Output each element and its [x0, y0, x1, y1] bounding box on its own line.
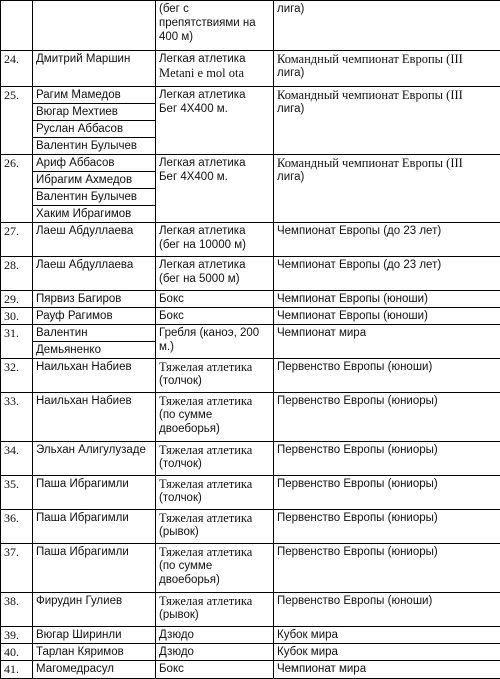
- sport-discipline-line: Бег 4Х400 м.: [159, 170, 270, 184]
- competition-name: [274, 359, 500, 393]
- athlete-name: Руслан Аббасов: [33, 121, 156, 138]
- table-row: [1, 544, 500, 593]
- athlete-name: Лаеш Абдуллаева: [33, 223, 156, 257]
- competition-name-line: Кубок мира: [277, 628, 497, 642]
- sport-discipline-line: Легкая атлетика: [159, 88, 270, 102]
- competition-name: [274, 291, 500, 308]
- competition-name-line: Чемпионат Европы (юноши): [277, 309, 497, 323]
- athlete-name: Магомедрасул: [33, 661, 156, 679]
- sport-discipline-line: (по сумме: [159, 559, 270, 573]
- sport-discipline-line: Тяжелая атлетика: [159, 511, 270, 525]
- competition-name: [274, 544, 500, 593]
- sport-discipline-line: (бег на 5000 м): [159, 272, 270, 286]
- competition-name-line: Первенство Европы (юниоры): [277, 443, 497, 457]
- competition-name-line: Первенство Европы (юноши): [277, 594, 497, 608]
- sport-discipline-line: Тяжелая атлетика: [159, 477, 270, 491]
- row-number: 37.: [1, 544, 33, 593]
- sport-discipline-line: двоеборья): [159, 573, 270, 587]
- table-row: [1, 155, 500, 172]
- athlete-name: Эльхан Алигулузаде: [33, 442, 156, 476]
- competition-name-line: Первенство Европы (юниоры): [277, 477, 497, 491]
- table-row: [1, 51, 500, 87]
- sport-discipline: [156, 87, 274, 155]
- sport-discipline-line: Дзюдо: [159, 628, 270, 642]
- sport-discipline: [156, 544, 274, 593]
- sport-discipline-line: Легкая атлетика: [159, 224, 270, 238]
- competition-name-line: лига): [277, 170, 497, 184]
- competition-name: [274, 325, 500, 359]
- athlete-name: Рагим Мамедов: [33, 87, 156, 104]
- sport-discipline-line: Тяжелая атлетика: [159, 360, 270, 374]
- athlete-name: Фирудин Гулиев: [33, 593, 156, 627]
- sport-discipline: [156, 644, 274, 661]
- sport-discipline-line: Бег 4Х400 м.: [159, 102, 270, 116]
- competition-name-line: Первенство Европы (юниоры): [277, 511, 497, 525]
- row-number: 39.: [1, 627, 33, 644]
- sport-discipline-line: Легкая атлетика: [159, 258, 270, 272]
- row-number: 38.: [1, 593, 33, 627]
- row-number: 29.: [1, 291, 33, 308]
- athlete-name: Лаеш Абдуллаева: [33, 257, 156, 291]
- row-number: 27.: [1, 223, 33, 257]
- row-number: 25.: [1, 87, 33, 155]
- sport-discipline: [156, 593, 274, 627]
- sport-discipline-line: (по сумме: [159, 408, 270, 422]
- competition-name-line: Чемпионат Европы (до 23 лет): [277, 224, 497, 238]
- competition-name: [274, 51, 500, 87]
- table-row: [1, 257, 500, 291]
- sport-discipline: [156, 325, 274, 359]
- competition-name-line: Командный чемпионат Европы (III: [277, 156, 497, 170]
- row-number: 34.: [1, 442, 33, 476]
- table-row: [1, 291, 500, 308]
- results-table-body: [1, 1, 500, 679]
- sport-discipline-line: Бокс: [159, 662, 270, 676]
- sport-discipline-line: (рывок): [159, 608, 270, 622]
- competition-name: [274, 393, 500, 442]
- table-row: [1, 393, 500, 442]
- competition-name: [274, 644, 500, 661]
- competition-name: [274, 308, 500, 325]
- table-row: [1, 661, 500, 679]
- athlete-name: Пярвиз Багиров: [33, 291, 156, 308]
- sport-discipline: [156, 476, 274, 510]
- sport-discipline-line: (бег с: [159, 2, 270, 16]
- table-row: [1, 308, 500, 325]
- athlete-name: Валентин Булычев: [33, 189, 156, 206]
- sport-discipline: [156, 510, 274, 544]
- row-number: 32.: [1, 359, 33, 393]
- sport-discipline-line: (толчок): [159, 457, 270, 471]
- athlete-name: Паша Ибрагимли: [33, 510, 156, 544]
- sport-discipline: [156, 257, 274, 291]
- athlete-name: [33, 1, 156, 51]
- sport-discipline: [156, 155, 274, 223]
- table-row: [1, 644, 500, 661]
- competition-name: [274, 510, 500, 544]
- row-number: 26.: [1, 155, 33, 223]
- competition-name: [274, 257, 500, 291]
- competition-name-line: Первенство Европы (юниоры): [277, 545, 497, 559]
- athlete-name: Тарлан Кяримов: [33, 644, 156, 661]
- athlete-name: Вюгар Ширинли: [33, 627, 156, 644]
- athlete-name: Дмитрий Маршин: [33, 51, 156, 87]
- sport-discipline-line: Легкая атлетика: [159, 156, 270, 170]
- competition-name-line: Чемпионат мира: [277, 662, 497, 676]
- sport-discipline-line: Дзюдо: [159, 645, 270, 659]
- competition-name: [274, 87, 500, 155]
- sport-discipline-line: Тяжелая атлетика: [159, 545, 270, 559]
- competition-name-line: Первенство Европы (юноши): [277, 360, 497, 374]
- competition-name-line: Командный чемпионат Европы (III: [277, 88, 497, 102]
- sport-discipline-line: (рывок): [159, 525, 270, 539]
- competition-name-line: Чемпионат Европы (до 23 лет): [277, 258, 497, 272]
- sport-discipline: [156, 661, 274, 679]
- competition-name-line: Кубок мира: [277, 645, 497, 659]
- table-row: [1, 627, 500, 644]
- athlete-name: Хаким Ибрагимов: [33, 206, 156, 223]
- competition-name: [274, 593, 500, 627]
- table-row: [1, 442, 500, 476]
- sport-discipline-line: Гребля (каноэ, 200: [159, 326, 270, 340]
- sport-discipline: [156, 223, 274, 257]
- sport-discipline-line: (бег на 10000 м): [159, 238, 270, 252]
- competition-name: [274, 1, 500, 51]
- row-number: 30.: [1, 308, 33, 325]
- competition-name-line: лига): [277, 2, 497, 16]
- athlete-name: Паша Ибрагимли: [33, 476, 156, 510]
- sport-discipline: [156, 627, 274, 644]
- athlete-name: Наильхан Набиев: [33, 359, 156, 393]
- table-row: [1, 359, 500, 393]
- row-number: 40.: [1, 644, 33, 661]
- sport-discipline-line: (толчок): [159, 491, 270, 505]
- sport-discipline: [156, 393, 274, 442]
- athlete-name: Вюгар Мехтиев: [33, 104, 156, 121]
- sport-discipline-line: Бокс: [159, 292, 270, 306]
- competition-name-line: лига): [277, 102, 497, 116]
- competition-name: [274, 627, 500, 644]
- table-row: [1, 593, 500, 627]
- athlete-name: Валентин Булычев: [33, 138, 156, 155]
- sport-discipline-line: Бокс: [159, 309, 270, 323]
- athlete-name: Ибрагим Ахмедов: [33, 172, 156, 189]
- sport-discipline: [156, 1, 274, 51]
- sport-discipline-line: Легкая атлетика: [159, 52, 270, 66]
- table-row: [1, 1, 500, 51]
- row-number: 24.: [1, 51, 33, 87]
- row-number: 33.: [1, 393, 33, 442]
- table-row: [1, 325, 500, 342]
- sport-discipline: [156, 359, 274, 393]
- athlete-name: Рауф Рагимов: [33, 308, 156, 325]
- row-number: 36.: [1, 510, 33, 544]
- athlete-name: Ариф Аббасов: [33, 155, 156, 172]
- competition-name-line: Командный чемпионат Европы (III: [277, 52, 497, 66]
- athlete-name: Паша Ибрагимли: [33, 544, 156, 593]
- athlete-name: Демьяненко: [33, 342, 156, 359]
- sport-discipline: [156, 308, 274, 325]
- sport-discipline-line: препятствиями на: [159, 16, 270, 30]
- competition-name-line: Чемпионат Европы (юноши): [277, 292, 497, 306]
- table-row: [1, 510, 500, 544]
- competition-name: [274, 442, 500, 476]
- athlete-name: Валентин: [33, 325, 156, 342]
- table-row: [1, 87, 500, 104]
- competition-name: [274, 661, 500, 679]
- sport-discipline-line: двоеборья): [159, 422, 270, 436]
- sport-discipline: [156, 442, 274, 476]
- competition-name: [274, 476, 500, 510]
- row-number: 35.: [1, 476, 33, 510]
- table-row: [1, 223, 500, 257]
- sport-discipline-line: м.): [159, 340, 270, 354]
- sport-discipline-line: Тяжелая атлетика: [159, 594, 270, 608]
- competition-name-line: Чемпионат мира: [277, 326, 497, 340]
- sport-discipline-line: 400 м): [159, 30, 270, 44]
- sport-discipline: [156, 291, 274, 308]
- sport-discipline-line: (толчок): [159, 374, 270, 388]
- row-number: 41.: [1, 661, 33, 679]
- sport-discipline-line: Тяжелая атлетика: [159, 443, 270, 457]
- sport-discipline: [156, 51, 274, 87]
- row-number: 31.: [1, 325, 33, 359]
- sport-discipline-line: Тяжелая атлетика: [159, 394, 270, 408]
- competition-name-line: Первенство Европы (юниоры): [277, 394, 497, 408]
- athlete-name: Наильхан Набиев: [33, 393, 156, 442]
- row-number: 28.: [1, 257, 33, 291]
- competition-name-line: лига): [277, 66, 497, 80]
- row-number: [1, 1, 33, 51]
- sport-discipline-line: Metani e mol ota: [159, 66, 270, 80]
- table-row: [1, 476, 500, 510]
- competition-name: [274, 223, 500, 257]
- competition-name: [274, 155, 500, 223]
